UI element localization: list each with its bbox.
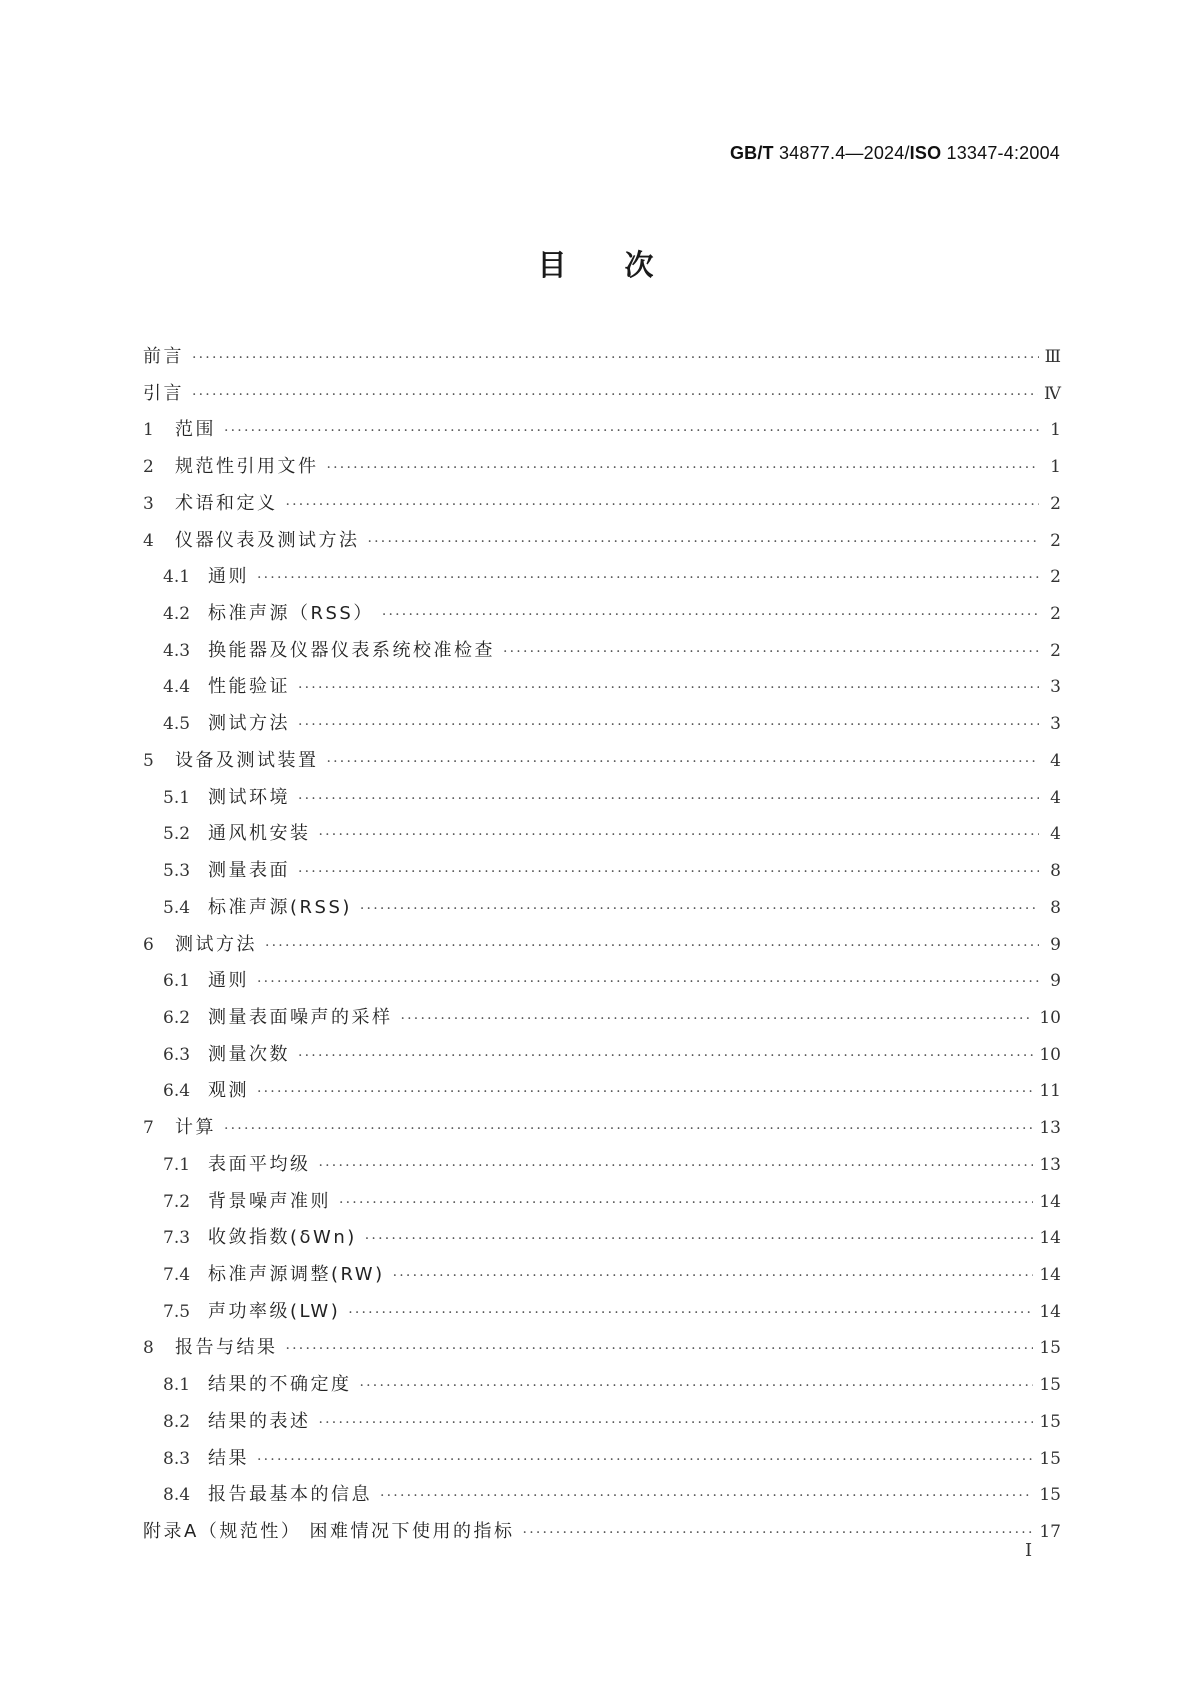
toc-entry-number: 7.4 [163, 1264, 191, 1285]
toc-entry-label: 报告与结果 [175, 1337, 278, 1359]
toc-entry-label: 前言 [143, 346, 184, 367]
toc-entry[interactable] [143, 376, 1061, 413]
toc-entry-page: 15 [1039, 1338, 1061, 1359]
toc-leader-dots [380, 1478, 1033, 1515]
toc-entry[interactable] [143, 1330, 1061, 1367]
toc-leader-dots [319, 1148, 1034, 1185]
toc-entry[interactable] [143, 890, 1061, 927]
toc-entry-number: 3 [143, 493, 154, 514]
toc-entry-number: 7.1 [163, 1154, 191, 1175]
toc-leader-dots [265, 928, 1039, 965]
toc-entry-page: 15 [1039, 1375, 1061, 1396]
toc-leader-dots [286, 1331, 1034, 1368]
toc-entry-number: 6.4 [163, 1081, 191, 1102]
toc-entry[interactable] [143, 963, 1061, 1000]
toc-entry-label: 结果 [208, 1447, 249, 1469]
toc-entry-label: 测量表面 [208, 860, 290, 882]
toc-leader-dots [257, 1074, 1033, 1111]
toc-entry-number: 8 [143, 1338, 154, 1359]
toc-entry-number: 5.4 [163, 897, 191, 918]
toc-entry-label: 结果的不确定度 [208, 1374, 352, 1396]
toc-entry[interactable] [143, 449, 1061, 486]
std-code-number: 34877.4—2024/ [773, 143, 910, 163]
toc-entry[interactable] [143, 743, 1061, 780]
toc-entry-page: 8 [1050, 861, 1061, 882]
toc-entry-label: 通则 [208, 566, 249, 588]
toc-entry-page: 2 [1050, 493, 1061, 514]
toc-entry-page: 2 [1050, 640, 1061, 661]
toc-entry[interactable] [143, 1514, 1061, 1551]
toc-entry-number: 4.2 [163, 604, 191, 625]
toc-entry-number: 7 [143, 1118, 154, 1139]
toc-entry-number: 2 [143, 457, 154, 478]
toc-leader-dots [339, 1185, 1033, 1222]
toc-entry-page: 2 [1050, 604, 1061, 625]
toc-entry-number: 8.4 [163, 1485, 191, 1506]
toc-entry-label: 测试环境 [208, 786, 290, 808]
toc-leader-dots [257, 964, 1039, 1001]
toc-entry-label: 通则 [208, 970, 249, 992]
toc-entry[interactable] [143, 1000, 1061, 1037]
toc-entry-number: 6.2 [163, 1007, 191, 1028]
toc-leader-dots [365, 1221, 1034, 1258]
toc-entry-number: 7.2 [163, 1191, 191, 1212]
toc-leader-dots [298, 781, 1039, 818]
toc-entry-page: 1 [1050, 457, 1061, 478]
toc-entry[interactable] [143, 1367, 1061, 1404]
toc-leader-dots [257, 560, 1039, 597]
toc-leader-dots [360, 891, 1039, 928]
toc-entry-page: 3 [1050, 677, 1061, 698]
toc-entry-label: 换能器及仪器仪表系统校准检查 [208, 639, 495, 661]
toc-entry-label: 标准声源（RSS） [208, 603, 374, 625]
toc-entry-number: 5.2 [163, 824, 191, 845]
toc-entry-page: 14 [1039, 1191, 1061, 1212]
toc-entry-label: 测试方法 [208, 713, 290, 735]
toc-entry-label: 计算 [175, 1117, 216, 1139]
std-code-iso-prefix: ISO [909, 143, 942, 163]
toc-entry-number: 5.1 [163, 787, 191, 808]
toc-entry-page: 15 [1039, 1448, 1061, 1469]
toc-entry[interactable] [143, 853, 1061, 890]
toc-leader-dots [327, 450, 1040, 487]
toc-entry-page: 4 [1050, 787, 1061, 808]
toc-entry-number: 1 [143, 420, 154, 441]
toc-entry-label: 测试方法 [175, 933, 257, 955]
toc-entry-page: 10 [1039, 1007, 1061, 1028]
toc-entry[interactable] [143, 1294, 1061, 1331]
toc-leader-dots [224, 413, 1039, 450]
toc-entry-page: Ⅳ [1044, 383, 1061, 404]
toc-entry[interactable] [143, 816, 1061, 853]
toc-entry[interactable] [143, 633, 1061, 670]
toc-entry-label: 引言 [143, 382, 184, 404]
toc-entry-label: 声功率级(LW) [208, 1300, 341, 1322]
toc-leader-dots [503, 634, 1039, 671]
toc-entry-label: 报告最基本的信息 [208, 1484, 372, 1506]
toc-entry-label: 观测 [208, 1080, 249, 1102]
toc-leader-dots [298, 707, 1039, 744]
toc-entry-number: 7.5 [163, 1301, 191, 1322]
std-code-prefix: GB/T [729, 143, 774, 163]
toc-entry-number: 4.3 [163, 640, 191, 661]
toc-entry[interactable] [143, 706, 1061, 743]
toc-entry[interactable] [143, 1404, 1061, 1441]
page-folio: I [1025, 1540, 1033, 1561]
toc-entry-number: 4.5 [163, 714, 191, 735]
toc-entry[interactable] [143, 1477, 1061, 1514]
toc-entry[interactable] [143, 339, 1061, 376]
toc-entry-page: 4 [1050, 824, 1061, 845]
toc-entry-page: 13 [1039, 1154, 1061, 1175]
toc-entry-number: 8.1 [163, 1375, 191, 1396]
toc-entry-page: 9 [1050, 971, 1061, 992]
toc-entry-label: 附录A（规范性） 困难情况下使用的指标 [143, 1521, 515, 1542]
toc-entry-label: 通风机安装 [208, 823, 311, 845]
toc-leader-dots [224, 1111, 1033, 1148]
toc-entry-page: 14 [1039, 1228, 1061, 1249]
toc-leader-dots [393, 1258, 1034, 1295]
toc-leader-dots [401, 1001, 1034, 1038]
toc-entry-label: 标准声源调整(RW) [208, 1263, 385, 1285]
toc-entry[interactable] [143, 1220, 1061, 1257]
toc-entry-number: 6 [143, 934, 154, 955]
toc-leader-dots [327, 744, 1040, 781]
toc-entry-label: 仪器仪表及测试方法 [175, 529, 360, 551]
toc-entry-page: 3 [1050, 714, 1061, 735]
toc-entry-number: 8.2 [163, 1411, 191, 1432]
toc-leader-dots [368, 524, 1040, 561]
toc-leader-dots [192, 340, 1039, 377]
toc-entry-label: 测量表面噪声的采样 [208, 1006, 393, 1028]
toc-entry[interactable] [143, 1441, 1061, 1478]
toc-entry[interactable] [143, 596, 1061, 633]
page-title: 目次 [537, 248, 712, 282]
toc-entry-label: 设备及测试装置 [175, 749, 319, 771]
toc-entry[interactable] [143, 412, 1061, 449]
toc-entry-page: 15 [1039, 1485, 1061, 1506]
toc-entry[interactable] [143, 1184, 1061, 1221]
toc-entry-page: Ⅲ [1044, 347, 1061, 367]
toc-entry-page: 1 [1050, 420, 1061, 441]
toc-entry-label: 术语和定义 [175, 492, 278, 514]
toc-entry-page: 2 [1050, 567, 1061, 588]
toc-entry-page: 14 [1039, 1264, 1061, 1285]
toc-entry-label: 测量次数 [208, 1043, 290, 1065]
toc-leader-dots [298, 1038, 1033, 1075]
toc-entry-label: 性能验证 [208, 676, 290, 698]
toc-entry[interactable] [143, 1037, 1061, 1074]
table-of-contents [143, 339, 1061, 1551]
toc-entry-number: 5 [143, 750, 154, 771]
toc-entry-page: 13 [1039, 1118, 1061, 1139]
toc-entry[interactable] [143, 1257, 1061, 1294]
toc-leader-dots [382, 597, 1039, 634]
toc-entry[interactable] [143, 1073, 1061, 1110]
toc-entry-number: 4.4 [163, 677, 191, 698]
toc-entry[interactable] [143, 523, 1061, 560]
toc-entry-page: 9 [1050, 934, 1061, 955]
toc-entry-page: 15 [1039, 1411, 1061, 1432]
toc-entry[interactable] [143, 1147, 1061, 1184]
toc-entry-label: 标准声源(RSS) [208, 896, 352, 918]
toc-entry-page: 8 [1050, 897, 1061, 918]
toc-leader-dots [192, 377, 1038, 414]
toc-entry[interactable] [143, 927, 1061, 964]
toc-entry-page: 10 [1039, 1044, 1061, 1065]
toc-entry-label: 收敛指数(δWn) [208, 1227, 357, 1249]
toc-entry-number: 4.1 [163, 567, 191, 588]
toc-entry-page: 11 [1039, 1081, 1061, 1102]
toc-entry-label: 表面平均级 [208, 1153, 311, 1175]
toc-entry-number: 7.3 [163, 1228, 191, 1249]
toc-entry-number: 6.1 [163, 971, 191, 992]
toc-entry[interactable] [143, 669, 1061, 706]
toc-entry[interactable] [143, 1110, 1061, 1147]
toc-entry-number: 6.3 [163, 1044, 191, 1065]
toc-entry-number: 8.3 [163, 1448, 191, 1469]
toc-leader-dots [360, 1368, 1034, 1405]
toc-leader-dots [298, 670, 1039, 707]
standard-number [730, 143, 1060, 164]
toc-entry[interactable] [143, 559, 1061, 596]
toc-entry-page: 14 [1039, 1301, 1061, 1322]
toc-entry-number: 5.3 [163, 861, 191, 882]
toc-entry-label: 范围 [175, 419, 216, 441]
std-code-iso-number: 13347-4:2004 [941, 143, 1060, 163]
toc-leader-dots [257, 1442, 1033, 1479]
toc-leader-dots [298, 854, 1039, 891]
toc-entry-page: 2 [1050, 530, 1061, 551]
toc-entry-label: 规范性引用文件 [175, 456, 319, 478]
toc-entry-page: 17 [1039, 1522, 1061, 1542]
toc-entry-page: 4 [1050, 750, 1061, 771]
toc-entry[interactable] [143, 780, 1061, 817]
toc-leader-dots [523, 1515, 1034, 1552]
toc-leader-dots [319, 817, 1040, 854]
toc-leader-dots [286, 487, 1040, 524]
toc-entry-label: 结果的表述 [208, 1410, 311, 1432]
toc-entry-number: 4 [143, 530, 154, 551]
toc-entry-label: 背景噪声准则 [208, 1190, 331, 1212]
toc-leader-dots [319, 1405, 1034, 1442]
toc-leader-dots [348, 1295, 1033, 1332]
toc-entry[interactable] [143, 486, 1061, 523]
